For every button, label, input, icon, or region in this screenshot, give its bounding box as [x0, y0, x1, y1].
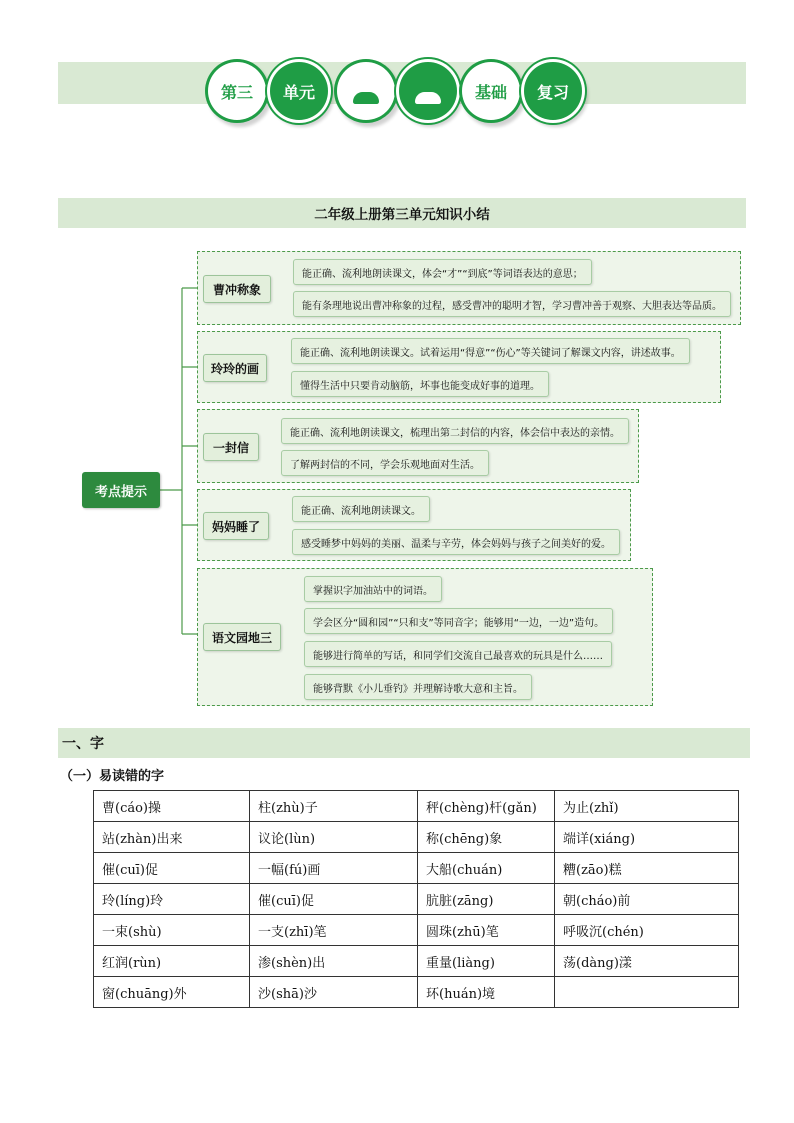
topic-text: 一封信	[212, 440, 249, 455]
table-cell: 一束(shù)	[94, 915, 250, 946]
topic-text: 曹冲称象	[212, 282, 261, 297]
point-text: 能正确、流利地朗读课文，梳理出第二封信的内容，体会信中表达的亲情。	[290, 427, 620, 439]
topic-point	[281, 418, 629, 444]
topic-point	[293, 291, 731, 317]
table-cell: 站(zhàn)出来	[94, 822, 250, 853]
subheading: （一）易读错的字	[60, 769, 165, 784]
point-text: 能够进行简单的写话，和同学们交流自己最喜欢的玩具是什么……	[313, 650, 603, 662]
table-cell: 圆珠(zhū)笔	[418, 915, 555, 946]
section-title: 一、字	[62, 736, 104, 752]
section-heading-band	[58, 728, 750, 758]
topic-label	[203, 512, 269, 540]
table-row	[94, 791, 739, 822]
table-cell: 一幅(fú)画	[250, 853, 418, 884]
bubble-text: 复习	[536, 82, 569, 102]
table-row	[94, 946, 739, 977]
topic-text: 语文园地三	[211, 630, 272, 645]
table-row	[94, 977, 739, 1008]
table-row	[94, 853, 739, 884]
point-text: 掌握识字加油站中的词语。	[313, 585, 433, 597]
table-cell: 催(cuī)促	[250, 884, 418, 915]
topic-point	[291, 371, 549, 397]
table-cell: 称(chēng)象	[418, 822, 555, 853]
point-text: 能正确、流利地朗读课文。试着运用“得意”“伤心”等关键词了解课文内容，讲述故事。	[300, 347, 681, 359]
table-cell: 红润(rùn)	[94, 946, 250, 977]
table-cell: 渗(shèn)出	[250, 946, 418, 977]
table-cell: 一支(zhī)笔	[250, 915, 418, 946]
bubble-text: 单元	[282, 82, 315, 102]
topic-text: 玲玲的画	[210, 361, 259, 376]
point-text: 能正确、流利地朗读课文，体会“才”“到底”等词语表达的意思；	[302, 268, 583, 280]
table-cell: 朝(cháo)前	[555, 884, 739, 915]
table-cell: 端详(xiáng)	[555, 822, 739, 853]
topic-point	[304, 608, 613, 634]
table-cell: 为止(zhǐ)	[555, 791, 739, 822]
table-cell	[555, 977, 739, 1008]
topic-point	[292, 496, 430, 522]
table-cell: 曹(cáo)操	[94, 791, 250, 822]
table-cell: 肮脏(zāng)	[418, 884, 555, 915]
point-text: 了解两封信的不同，学会乐观地面对生活。	[290, 459, 480, 471]
topic-point	[304, 641, 612, 667]
topic-point	[304, 674, 532, 700]
point-text: 懂得生活中只要肯动脑筋，坏事也能变成好事的道理。	[300, 380, 540, 392]
topic-point	[293, 259, 592, 285]
topic-point	[304, 576, 442, 602]
table-cell: 沙(shā)沙	[250, 977, 418, 1008]
topic-point	[281, 450, 489, 476]
table-cell: 窗(chuāng)外	[94, 977, 250, 1008]
point-text: 能有条理地说出曹冲称象的过程，感受曹冲的聪明才智，学习曹冲善于观察、大胆表达等品质。	[302, 300, 722, 312]
topic-label	[203, 433, 259, 461]
table-cell: 环(huán)境	[418, 977, 555, 1008]
topic-label	[203, 354, 267, 382]
table-cell: 催(cuī)促	[94, 853, 250, 884]
table-cell: 重量(liàng)	[418, 946, 555, 977]
point-text: 能够背默《小儿垂钓》并理解诗歌大意和主旨。	[313, 683, 523, 695]
topic-text: 妈妈睡了	[211, 519, 260, 534]
summary-title: 二年级上册第三单元知识小结	[314, 207, 490, 223]
table-cell: 玲(líng)玲	[94, 884, 250, 915]
mindmap-root	[82, 472, 160, 508]
topic-point	[292, 529, 620, 555]
point-text: 学会区分“圆和园”“只和支”等同音字；能够用“一边，一边”造句。	[313, 617, 605, 629]
point-text: 感受睡梦中妈妈的美丽、温柔与辛劳，体会妈妈与孩子之间美好的爱。	[301, 538, 611, 550]
table-cell: 呼吸沉(chén)	[555, 915, 739, 946]
topic-point	[291, 338, 690, 364]
table-cell: 大船(chuán)	[418, 853, 555, 884]
bubble-text: 第三	[220, 82, 253, 102]
table-cell: 糟(zāo)糕	[555, 853, 739, 884]
table-cell: 荡(dàng)漾	[555, 946, 739, 977]
topic-label	[203, 275, 271, 303]
bubble-text: 基础	[474, 82, 507, 102]
character-table	[93, 790, 739, 1008]
table-cell: 秤(chèng)杆(gǎn)	[418, 791, 555, 822]
table-cell: 柱(zhù)子	[250, 791, 418, 822]
topic-label	[203, 623, 281, 651]
table-row	[94, 884, 739, 915]
root-label: 考点提示	[94, 484, 147, 500]
point-text: 能正确、流利地朗读课文。	[301, 505, 421, 517]
table-cell: 议论(lùn)	[250, 822, 418, 853]
table-row	[94, 822, 739, 853]
table-row	[94, 915, 739, 946]
